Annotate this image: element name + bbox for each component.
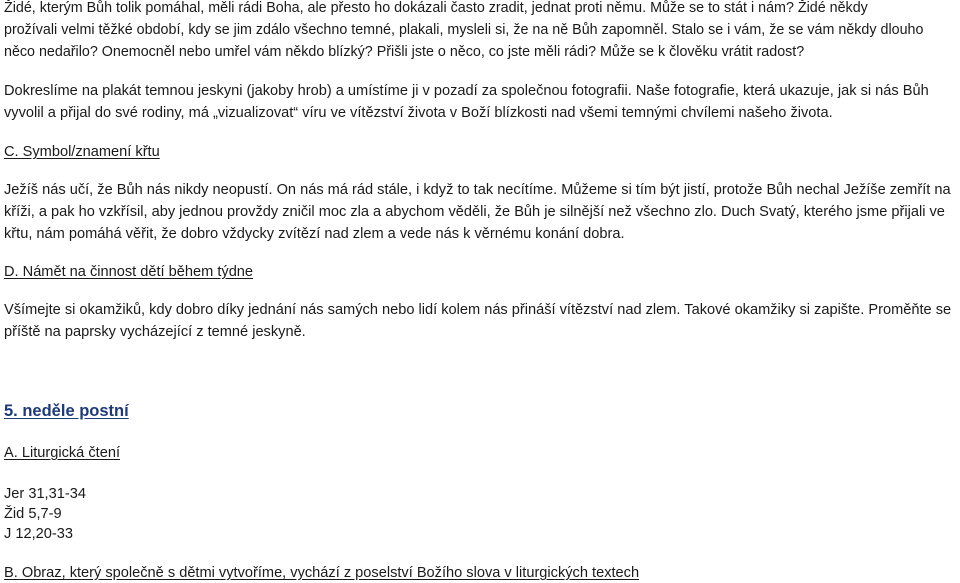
- intro-line-3: něco nedařilo? Onemocněl nebo umřel vám někdo blízký? Přišli jste o něco, co jste měli rádi? Může se k člověku vrátit radost?: [4, 44, 805, 60]
- intro-line-1: Židé, kterým Bůh tolik pomáhal, měli rádi Boha, ale přesto ho dokázali často zradit, jednat proti němu. Může se to stát i nám? Židé někdy: [4, 0, 868, 16]
- reading-item: J 12,20-33: [4, 526, 73, 542]
- paragraph-1-line-1: Dokreslíme na plakát temnou jeskyni (jakoby hrob) a umístíme ji v pozadí za společnou fotografii. Naše fotografie, která ukazuje, jak si nás Bůh: [4, 83, 929, 99]
- section-d-heading: D. Námět na činnost dětí během týdne: [4, 264, 254, 280]
- section-c-line-1: Ježíš nás učí, že Bůh nás nikdy neopustí. On nás má rád stále, i když to tak necítíme. Můžeme si tím být jistí, protože Bůh nechal Ježíše zemřít na: [4, 182, 951, 198]
- paragraph-1-line-2: vyvolil a přijal do své rodiny, má „vizualizovat“ víru ve vítězství života v Boží blízkosti nad všemi temnými chvílemi našeho života.: [4, 105, 833, 121]
- section-b-heading: B. Obraz, který společně s dětmi vytvoříme, vychází z poselství Božího slova v liturgických textech: [4, 565, 640, 581]
- week-heading: 5. neděle postní: [4, 402, 129, 420]
- section-d-line-2: příště na paprsky vycházející z temné jeskyně.: [4, 324, 306, 340]
- section-d-line-1: Všímejte si okamžiků, kdy dobro díky jednání nás samých nebo lidí kolem nás přináší vítězství nad zlem. Takové okamžiky si zapište. Proměňte se: [4, 302, 952, 318]
- intro-line-2: prožívali velmi těžké období, kdy se jim zdálo všechno temné, plakali, mysleli si, že na ně Bůh zapomněl. Stalo se i vám, že se vám někdy dlouho: [4, 22, 924, 38]
- section-c-heading: C. Symbol/znamení křtu: [4, 144, 160, 160]
- section-c-line-3: křtu, nám pomáhá věřit, že dobro vždycky zvítězí nad zlem a vede nás k věrnému konání dobra.: [4, 226, 625, 242]
- reading-item: Jer 31,31-34: [4, 486, 86, 502]
- reading-item: Žid 5,7-9: [4, 506, 62, 522]
- section-a-heading: A. Liturgická čtení: [4, 445, 120, 461]
- section-c-line-2: kříži, a pak ho vzkřísil, aby jednou provždy zničil moc zla a abychom věděli, že Bůh je silnější než všechno zlo. Duch Svatý, kterého jsme přijali ve: [4, 204, 945, 220]
